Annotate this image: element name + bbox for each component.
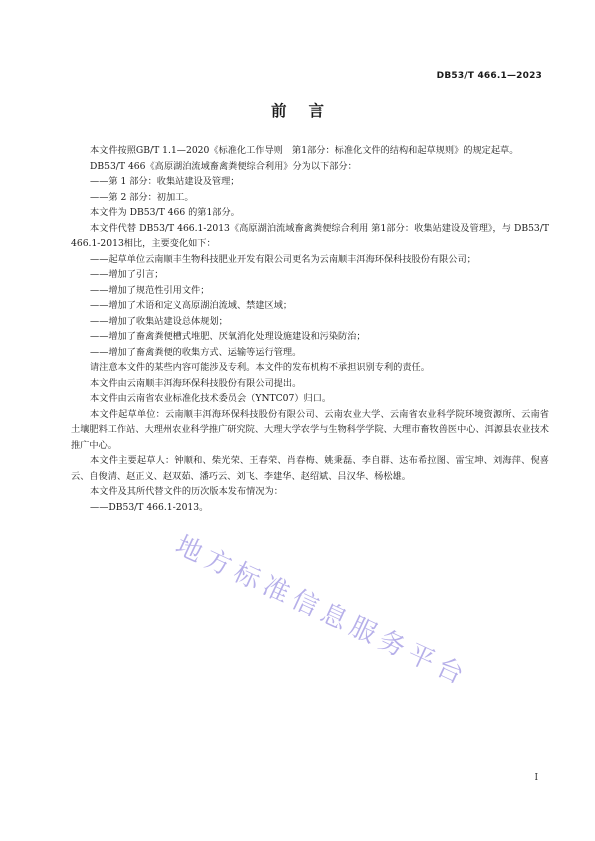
paragraph: 本文件由云南省农业标准化技术委员会（YNTC07）归口。 (90, 393, 332, 404)
list-item: ——增加了畜禽粪便的收集方式、运输等运行管理。 (90, 346, 302, 358)
watermark: 地方标准信息服务平台 (170, 530, 474, 693)
document-body (71, 143, 549, 515)
list-item: ——起草单位云南顺丰生物科技肥业开发有限公司更名为云南顺丰洱海环保科技股份有限公司； (90, 253, 476, 265)
page-number: I (534, 773, 538, 783)
page-title: 前言 (270, 102, 346, 120)
list-item: ——DB53/T 466.1-2013。 (90, 501, 209, 513)
list-item: ——增加了术语和定义高原湖泊流域、禁建区域； (90, 300, 293, 311)
list-item: ——增加了畜禽粪便槽式堆肥、厌氧消化处理设施建设和污染防治； (90, 331, 366, 342)
paragraph: 本文件起草单位：云南顺丰洱海环保科技股份有限公司、云南农业大学、云南省农业科学院环境资源所、云南省土壤肥料工作站、大理州农业科学推广研究院、大理大学农学与生物科学学院、大理市畜牧兽医中心、洱源县农业技术推广中心。 (71, 408, 549, 451)
list-item: ——第 1 部分：收集站建设及管理； (90, 176, 240, 187)
list-item: ——增加了引言； (90, 269, 164, 280)
paragraph: 本文件及其所代替文件的历次版本发布情况为： (90, 486, 283, 497)
paragraph: DB53/T 466《高原湖泊流域畜禽粪便综合利用》分为以下部分： (90, 160, 357, 172)
list-item: ——增加了规范性引用文件； (90, 284, 210, 296)
document-code: DB53/T 466.1—2023 (436, 71, 542, 81)
paragraph: 本文件由云南顺丰洱海环保科技股份有限公司提出。 (90, 377, 302, 389)
paragraph: 本文件按照GB/T 1.1—2020《标准化工作导则 第1部分：标准化文件的结构和起草规则》的规定起草。 (90, 145, 519, 156)
list-item: ——第 2 部分：初加工。 (90, 191, 194, 203)
paragraph: 本文件主要起草人：钟顺和、柴光荣、王春荣、肖春梅、姚秉磊、李自群、达布希拉图、雷宝坤、刘海萍、倪喜云、自俊清、赵正义、赵双茹、潘巧云、刘飞、李建华、赵绍斌、吕汉华、杨松雄。 (71, 455, 549, 482)
paragraph: 请注意本文件的某些内容可能涉及专利。本文件的发布机构不承担识别专利的责任。 (90, 362, 430, 373)
paragraph: 本文件代替 DB53/T 466.1-2013《高原湖泊流域畜禽粪便综合利用 第1部分：收集站建设及管理》，与 DB53/T 466.1-2013相比，主要变化如下： (71, 222, 549, 249)
list-item: ——增加了收集站建设总体规划； (90, 315, 228, 327)
paragraph: 本文件为 DB53/T 466 的第1部分。 (90, 207, 240, 218)
